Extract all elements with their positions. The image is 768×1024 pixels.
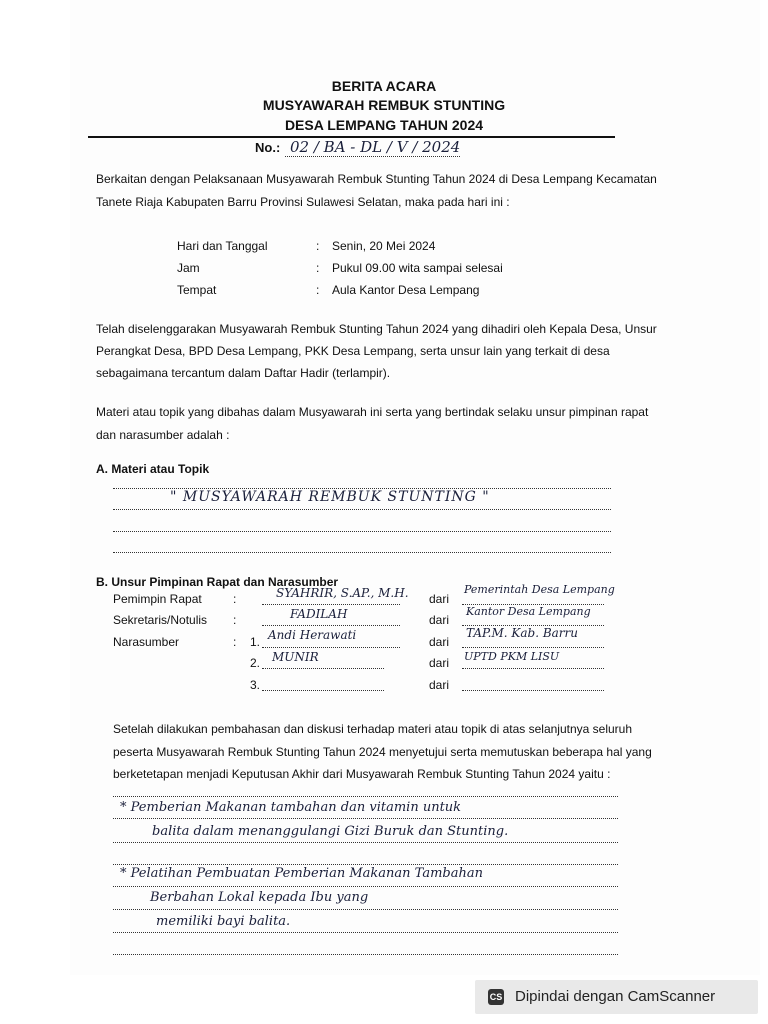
section-a-dotline-4 xyxy=(113,552,611,553)
number-label: No.: xyxy=(255,140,281,155)
para2-line3: sebagaimana tercantum dalam Daftar Hadir (terlampir). xyxy=(96,366,391,380)
doc-title-line3: DESA LEMPANG TAHUN 2024 xyxy=(284,117,484,133)
decision-dotline-7 xyxy=(113,932,618,933)
pemimpin-from-label: dari xyxy=(429,592,450,606)
detail-label-date: Hari dan Tanggal xyxy=(177,239,268,253)
pemimpin-sep: : xyxy=(233,592,237,606)
para4-line3: berketetapan menjadi Keputusan Akhir dari Musyawarah Rembuk Stunting Tahun 2024 yaitu : xyxy=(113,767,611,781)
camscanner-label: Dipindai dengan CamScanner xyxy=(515,988,716,1005)
narasumber-1-from: TAP.M. Kab. Barru xyxy=(466,626,578,640)
doc-title-line2: MUSYAWARAH REMBUK STUNTING xyxy=(262,97,506,113)
narasumber-2-from-label: dari xyxy=(429,656,450,670)
decision-line5: memiliki bayi balita. xyxy=(156,914,291,929)
section-a-dotline-2 xyxy=(113,509,611,510)
narasumber-1-num: 1. xyxy=(250,635,261,649)
number-value: 02 / BA - DL / V / 2024 xyxy=(290,138,461,156)
sekretaris-from-label: dari xyxy=(429,613,450,627)
detail-value-date: Senin, 20 Mei 2024 xyxy=(332,239,436,253)
decision-line4: Berbahan Lokal kepada Ibu yang xyxy=(150,890,369,905)
decision-dotline-2 xyxy=(113,818,618,819)
detail-label-place: Tempat xyxy=(177,283,217,297)
narasumber-2-from: UPTD PKM LISU xyxy=(464,650,560,663)
sekretaris-sep: : xyxy=(233,613,237,627)
narasumber-1-from-dots xyxy=(462,647,604,648)
decision-dotline-5 xyxy=(113,886,618,887)
narasumber-3-dots xyxy=(262,690,384,691)
detail-sep-date: : xyxy=(316,239,320,253)
narasumber-2-name: MUNIR xyxy=(272,650,319,664)
decision-dotline-4 xyxy=(113,864,618,865)
sekretaris-label: Sekretaris/Notulis xyxy=(113,613,208,627)
decision-line3: * Pelatihan Pembuatan Pemberian Makanan Tambahan xyxy=(120,866,483,881)
detail-sep-time: : xyxy=(316,261,320,275)
decision-dotline-8 xyxy=(113,954,618,955)
narasumber-2-num: 2. xyxy=(250,656,261,670)
intro-line1: Berkaitan dengan Pelaksanaan Musyawarah Rembuk Stunting Tahun 2024 di Desa Lempang Kecamatan xyxy=(96,172,657,186)
detail-label-time: Jam xyxy=(177,261,200,275)
sekretaris-name-dots xyxy=(262,625,400,626)
sekretaris-name: FADILAH xyxy=(290,607,348,621)
para4-line1: Setelah dilakukan pembahasan dan diskusi terhadap materi atau topik di atas selanjutnya seluruh xyxy=(113,722,632,736)
camscanner-icon: CS xyxy=(488,989,504,1005)
intro-line2: Tanete Riaja Kabupaten Barru Provinsi Sulawesi Selatan, maka pada hari ini : xyxy=(96,195,510,209)
pemimpin-name: SYAHRIR, S.AP., M.H. xyxy=(276,586,409,600)
pemimpin-label: Pemimpin Rapat xyxy=(113,592,202,606)
pemimpin-from: Pemerintah Desa Lempang xyxy=(464,583,615,596)
decision-dotline-1 xyxy=(113,796,618,797)
narasumber-1-from-label: dari xyxy=(429,635,450,649)
camscanner-badge xyxy=(475,980,758,1014)
para2-line1: Telah diselenggarakan Musyawarah Rembuk Stunting Tahun 2024 yang dihadiri oleh Kepala Desa, Unsur xyxy=(96,322,657,336)
pemimpin-name-dots xyxy=(262,604,400,605)
para4-line2: peserta Musyawarah Rembuk Stunting Tahun 2024 menyetujui serta memutuskan beberapa hal yang xyxy=(113,745,652,759)
decision-line2: balita dalam menanggulangi Gizi Buruk dan Stunting. xyxy=(152,824,509,839)
section-a-title: A. Materi atau Topik xyxy=(96,462,210,476)
narasumber-2-from-dots xyxy=(462,668,604,669)
section-a-dotline-3 xyxy=(113,531,611,532)
narasumber-label: Narasumber xyxy=(113,635,180,649)
doc-title-line1: BERITA ACARA xyxy=(331,78,437,94)
narasumber-sep: : xyxy=(233,635,237,649)
para3-line1: Materi atau topik yang dibahas dalam Musyawarah ini serta yang bertindak selaku unsur pimpinan rapat xyxy=(96,405,649,419)
decision-dotline-3 xyxy=(113,842,618,843)
decision-line1: * Pemberian Makanan tambahan dan vitamin untuk xyxy=(120,800,462,815)
narasumber-2-dots xyxy=(262,668,384,669)
section-b-title: B. Unsur Pimpinan Rapat dan Narasumber xyxy=(96,575,339,589)
section-a-topic: " MUSYAWARAH REMBUK STUNTING " xyxy=(170,489,490,505)
detail-sep-place: : xyxy=(316,283,320,297)
narasumber-3-num: 3. xyxy=(250,678,261,692)
decision-dotline-6 xyxy=(113,909,618,910)
para3-line2: dan narasumber adalah : xyxy=(96,428,230,442)
detail-value-time: Pukul 09.00 wita sampai selesai xyxy=(332,261,503,275)
number-dotline xyxy=(285,156,460,157)
para2-line2: Perangkat Desa, BPD Desa Lempang, PKK Desa Lempang, serta unsur lain yang terkait di desa xyxy=(96,344,610,358)
sekretaris-from: Kantor Desa Lempang xyxy=(466,605,591,618)
narasumber-3-from-label: dari xyxy=(429,678,450,692)
narasumber-1-name: Andi Herawati xyxy=(268,628,357,642)
narasumber-1-dots xyxy=(262,647,400,648)
detail-value-place: Aula Kantor Desa Lempang xyxy=(332,283,480,297)
narasumber-3-from-dots xyxy=(462,690,604,691)
